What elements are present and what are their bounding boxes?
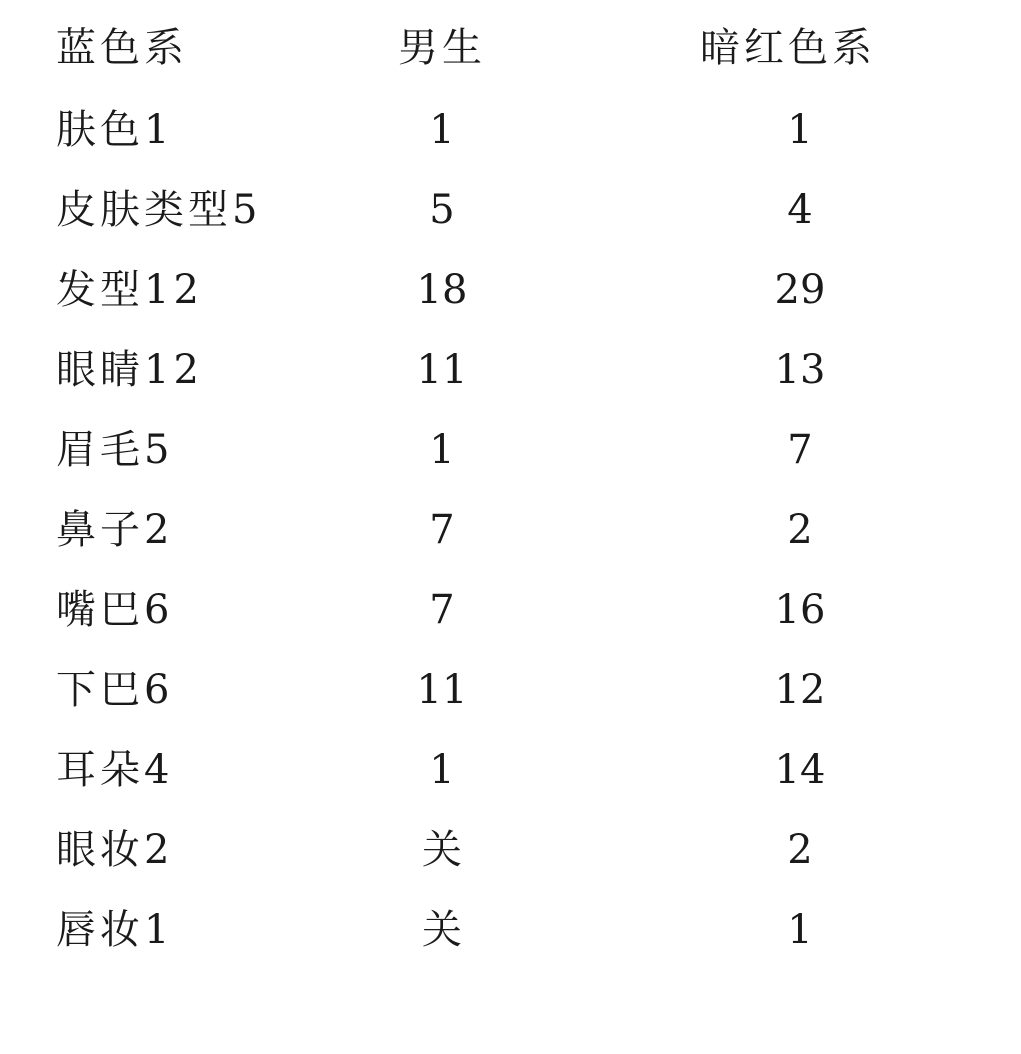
- row-label: 耳朵4: [56, 747, 174, 793]
- dark-red-value: 2: [787, 827, 813, 873]
- dark-red-value: 4: [787, 187, 813, 233]
- header-male: 男生: [398, 25, 486, 71]
- header-row: [0, 18, 1021, 78]
- table-row: [0, 340, 1021, 400]
- header-dark-red-series: 暗红色系: [700, 25, 876, 71]
- table-row: [0, 580, 1021, 640]
- table-row: [0, 900, 1021, 960]
- male-value: 1: [429, 747, 455, 793]
- dark-red-value: 7: [787, 427, 813, 473]
- row-label: 肤色1: [56, 107, 174, 153]
- row-label: 皮肤类型5: [56, 187, 262, 233]
- dark-red-value: 13: [774, 347, 826, 393]
- male-value: 7: [429, 587, 455, 633]
- male-value: 11: [416, 667, 468, 713]
- dark-red-value: 12: [774, 667, 826, 713]
- row-label: 鼻子2: [56, 507, 174, 553]
- row-label: 眼睛12: [56, 347, 203, 393]
- table-row: [0, 100, 1021, 160]
- table-row: [0, 420, 1021, 480]
- header-blue-series: 蓝色系: [56, 25, 188, 71]
- male-value: 5: [429, 187, 455, 233]
- dark-red-value: 16: [774, 587, 826, 633]
- row-label: 眉毛5: [56, 427, 174, 473]
- male-value: 11: [416, 347, 468, 393]
- dark-red-value: 1: [787, 907, 813, 953]
- table-row: [0, 740, 1021, 800]
- row-label: 眼妆2: [56, 827, 174, 873]
- dark-red-value: 14: [774, 747, 826, 793]
- table-row: [0, 660, 1021, 720]
- row-label: 下巴6: [56, 667, 174, 713]
- table-row: [0, 260, 1021, 320]
- male-value: 1: [429, 427, 455, 473]
- table-row: [0, 820, 1021, 880]
- male-value: 关: [422, 907, 462, 953]
- dark-red-value: 29: [774, 267, 826, 313]
- male-value: 关: [422, 827, 462, 873]
- male-value: 18: [416, 267, 468, 313]
- table-row: [0, 500, 1021, 560]
- male-value: 1: [429, 107, 455, 153]
- row-label: 发型12: [56, 267, 203, 313]
- table-row: [0, 180, 1021, 240]
- male-value: 7: [429, 507, 455, 553]
- dark-red-value: 2: [787, 507, 813, 553]
- row-label: 唇妆1: [56, 907, 174, 953]
- dark-red-value: 1: [787, 107, 813, 153]
- row-label: 嘴巴6: [56, 587, 174, 633]
